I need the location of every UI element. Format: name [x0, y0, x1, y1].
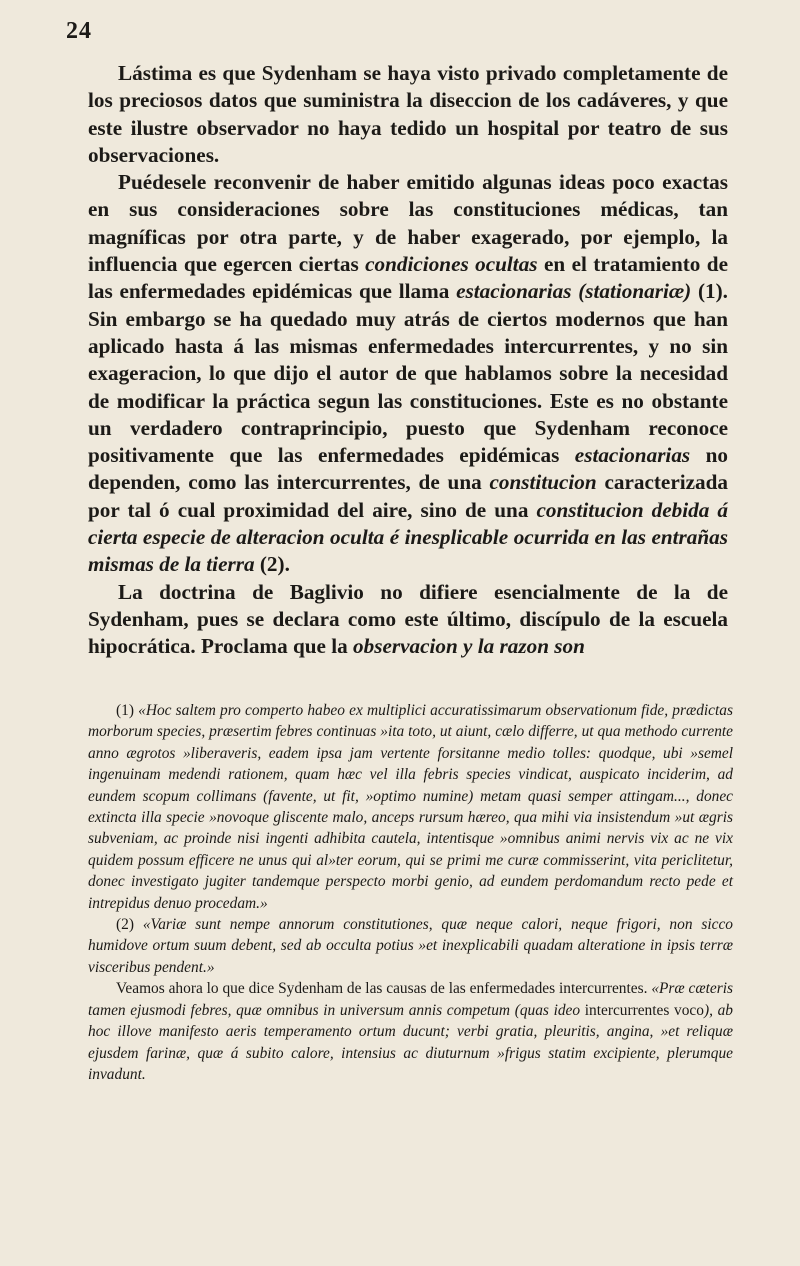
footnote-2-marker: (2): [116, 916, 134, 934]
fn3-text-a: Veamos ahora lo que dice Sydenham de las causas de las enfermedades intercurrentes.: [116, 980, 652, 998]
footnotes: [88, 700, 733, 1085]
p2-italic-h: constitucion: [489, 470, 597, 495]
p2-text-a: Puédesele reconvenir de haber emitido algunas ideas poco exactas en sus consideraciones sobre las constituciones médicas, tan magníficas por otra parte, y de haber exagerado, por ejemplo, la influencia que egercen ciertas: [88, 170, 728, 277]
footnote-1-marker: (1): [116, 702, 134, 719]
fn3-text-c: intercurrentes voco: [584, 1001, 704, 1019]
fn3-latin-b: «Præ cæteris tamen ejusmodi febres, quæ omnibus in universum annis competum (quas ideo: [88, 980, 733, 1019]
p2-italic-d: estacionarias (stationariæ): [456, 279, 692, 304]
paragraph-1: Lástima es que Sydenham se haya visto privado completamente de los preciosos datos que suministra la diseccion de los cadáveres, y que este ilustre observador no haya tedido un hospital por teatro de sus observaciones.: [88, 61, 728, 167]
p2-text-k: (2).: [254, 552, 290, 577]
footnote-1: [88, 700, 733, 914]
paragraph-3: [88, 579, 728, 661]
paragraph-2: [88, 169, 728, 578]
p2-text-e: (1). Sin embargo se ha quedado muy atrás de ciertos modernos que han aplicado hasta á las mismas enfermedades intercurrentes, y no sin exageracion, lo que dijo el autor de que hablamos sobre la necesidad de modificar la práctica segun las constituciones. Este es no obstante un verdadero contraprincipio, puesto que Sydenham reconoce positivamente que las enfermedades epidémicas: [88, 279, 728, 468]
fn3-latin-d: ), ab hoc illove manifesto aeris temperamento ortum ducunt; verbi gratia, pleuritis, angina, »et reliquæ ejusdem farinæ, quæ á subito calore, intensius ac diuturnum »frigus statim excipiente, plerumque invadunt.: [88, 1001, 733, 1083]
p2-italic-f: estacionarias: [574, 443, 691, 468]
p3-text-a: La doctrina de Baglivio no difiere esencialmente de la de Sydenham, pues se declara como este último, discípulo de la escuela hipocrática. Proclama que la: [88, 579, 728, 659]
page-number: 24: [66, 18, 92, 44]
p2-text-i: caracterizada por tal ó cual proximidad del aire, sino de una: [88, 470, 728, 522]
footnote-2: [88, 914, 733, 978]
p2-text-c: en el tratamiento de las enfermedades epidémicas que llama: [88, 252, 728, 304]
p2-italic-b: condiciones ocultas: [365, 252, 538, 277]
p2-text-g: no dependen, como las intercurrentes, de una: [88, 443, 728, 495]
p2-italic-j: constitucion debida á cierta especie de alteracion oculta é inesplicable ocurrida en las entrañas mismas de la tierra: [88, 497, 728, 577]
footnote-1-text: «Hoc saltem pro comperto habeo ex multiplici accuratissimarum observationum fide, prædictas morborum species, præsertim febres continuas »ita toto, ut aiunt, cælo differre, ut qua methodo currente anno ægrotos »liberaveris, eadem ipsa jam vertente forsitanne medio tolles: quodque, ubi »semel ingenuinam medendi rationem, quam hæc vel illa febris species vindicat, auspicato inciderim, ad eundem scopum collimans (favente, ut fit, »optimo numine) metam quasi semper attingam..., donec extincta illa specie »novoque gliscente malo, anceps rursum hæreo, qua mihi via insistendum »ut ægris subveniam, ac proinde nisi ingenti adhibita cautela, intentisque »omnibus animi nervis vix ac ne vix quidem possum efficere ne unus qui al»ter eorum, qui se primi me curæ commisserint, vita periclitetur, donec investigato jugiter tandemque perspecto morbi genio, ad eundem perdomandum recto pede et intrepidus denuo procedam.»: [88, 702, 733, 912]
main-text: [88, 60, 728, 661]
footnote-2-text: «Variæ sunt nempe annorum constitutiones, quæ neque calori, neque frigori, non sicco humidove ortum suum debent, sed ab occulta potius »et inexplicabili quadam alteratione in ipsis terræ visceribus pendent.»: [88, 916, 733, 976]
p3-italic-b: observacion y la razon son: [353, 634, 585, 659]
footnote-paragraph: [88, 978, 733, 1085]
